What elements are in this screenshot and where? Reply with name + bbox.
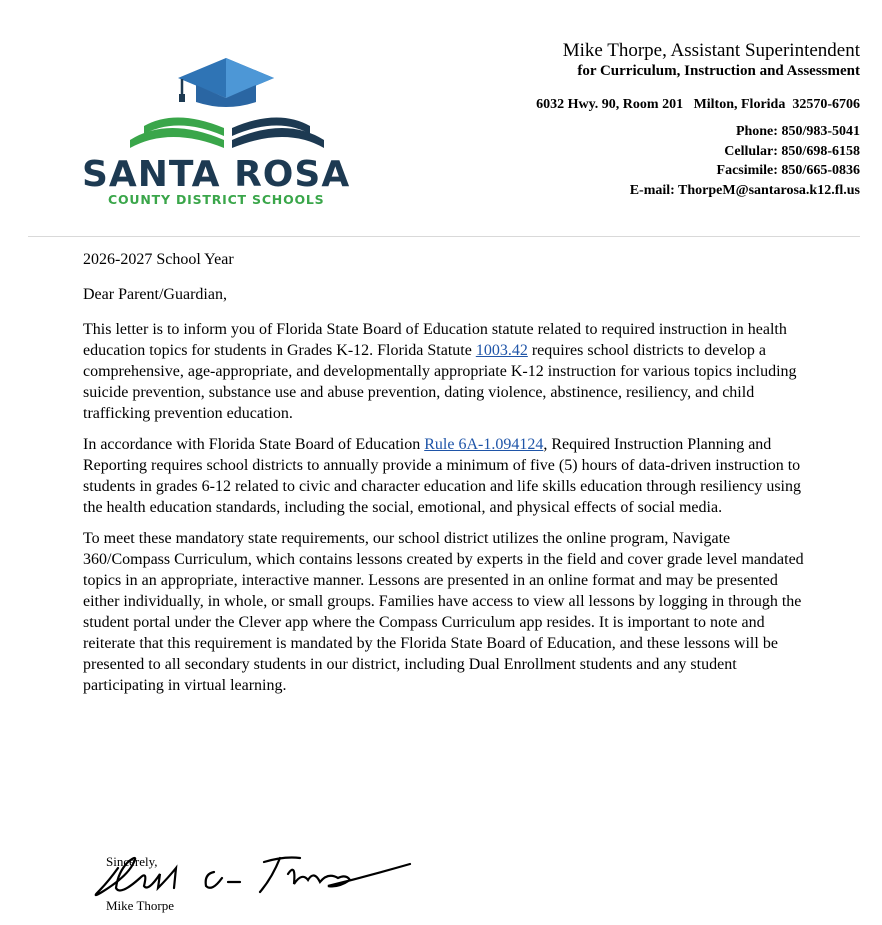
greeting: Dear Parent/Guardian, bbox=[83, 286, 227, 303]
sender-facsimile: Facsimile: 850/665-0836 bbox=[716, 163, 860, 178]
sender-email: E-mail: ThorpeM@santarosa.k12.fl.us bbox=[629, 182, 860, 198]
signature-closing: Sincerely, bbox=[106, 854, 158, 869]
paragraph-1-text-b: requires school districts to develop a comprehensive, age-appropriate, and developmentally appropriate K-12 instruction for various topics including suicide prevention, substance use and abuse prevention, dating violence, abstinence, resiliency, and child trafficking prevention education. bbox=[83, 342, 797, 422]
signature-name: Mike Thorpe bbox=[106, 898, 174, 913]
logo-subtitle: COUNTY DISTRICT SCHOOLS bbox=[108, 192, 325, 207]
sender-address: 6032 Hwy. 90, Room 201 Milton, Florida 32570-6706 bbox=[536, 97, 860, 112]
letter-body bbox=[83, 249, 813, 706]
paragraph-2-text-a: In accordance with Florida State Board of Education bbox=[83, 436, 425, 453]
letterhead-contact bbox=[536, 40, 860, 200]
paragraph-1 bbox=[83, 319, 813, 424]
sender-title: for Curriculum, Instruction and Assessment bbox=[577, 63, 860, 79]
logo-name: SANTA ROSA bbox=[82, 154, 351, 195]
sender-phone: Phone: 850/983-5041 bbox=[735, 124, 860, 139]
sender-name: Mike Thorpe, Assistant Superintendent bbox=[562, 40, 860, 61]
paragraph-3: To meet these mandatory state requirements, our school district utilizes the online program, Navigate 360/Compass Curriculum, which contains lessons created by experts in the field and cover grade level mandated topics in an appropriate, interactive manner. Lessons are presented in an online format and may be presented either individually, in whole, or small groups. Families have access to view all lessons by logging in through the student portal under the Clever app where the Compass Curriculum app resides. It is important to note and reiterate that this requirement is mandated by the Florida State Board of Education, and these lessons will be presented to all secondary students in our district, including Dual Enrollment students and any student participating in virtual learning. bbox=[83, 530, 804, 694]
rule-link[interactable]: Rule 6A-1.094124 bbox=[424, 436, 544, 453]
paragraph-2 bbox=[83, 434, 813, 518]
paragraph-2-text-b: , Required Instruction Planning and Reporting requires school districts to annually provide a minimum of five (5) hours of data-driven instruction to students in grades 6-12 related to civic and character education and life skills education through resiliency using the health education standards, including the social, emotional, and physical effects of social media. bbox=[83, 436, 801, 516]
header-divider bbox=[28, 236, 860, 237]
school-year: 2026-2027 School Year bbox=[83, 251, 234, 268]
paragraph-1-text-a: This letter is to inform you of Florida State Board of Education statute related to required instruction in health education topics for students in Grades K-12. Florida Statute bbox=[83, 321, 787, 359]
statute-link[interactable]: 1003.42 bbox=[475, 342, 528, 359]
sender-cellular: Cellular: 850/698-6158 bbox=[724, 143, 860, 159]
